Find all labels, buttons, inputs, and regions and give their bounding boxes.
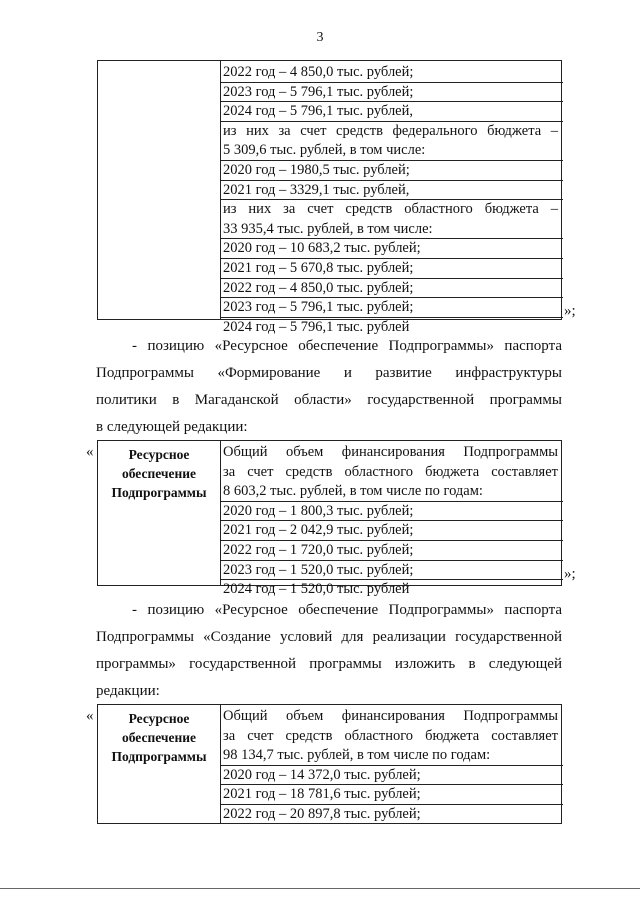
table-3-label	[98, 709, 220, 766]
table-2-line: 2024 год – 1 520,0 тыс. рублей	[223, 581, 410, 598]
paragraph-2-line: Подпрограммы «Создание условий для реализации государственной	[96, 629, 562, 645]
table-3-line: Общий объем финансирования Подпрограммы	[223, 708, 558, 724]
table-1-line: 2022 год – 4 850,0 тыс. рублей;	[221, 63, 562, 83]
table-1-line: 2021 год – 3329,1 тыс. рублей,	[221, 181, 562, 201]
table-1-line: 2024 год – 5 796,1 тыс. рублей,	[221, 102, 562, 122]
table-2-line: Общий объем финансирования Подпрограммы	[223, 444, 558, 460]
table-2-values-cell	[221, 443, 562, 600]
table-3-label-line: Ресурсное	[128, 711, 190, 726]
table-2-line: за счет средств областного бюджета составляет	[223, 463, 558, 480]
paragraph-1-line: в следующей редакции:	[96, 419, 248, 435]
table-1-line: 5 309,6 тыс. рублей, в том числе:	[221, 141, 562, 161]
table-1-line: из них за счет средств федерального бюджета –	[223, 122, 558, 139]
page-number: 3	[316, 30, 324, 45]
table-2-label-line: Подпрограммы	[111, 485, 207, 500]
table-3-label-line: обеспечение	[121, 730, 197, 745]
paragraph-2-line: программы» государственной программы изложить в следующей	[96, 656, 562, 672]
table-3-label-line: Подпрограммы	[111, 749, 207, 764]
table-3-values-cell	[221, 707, 562, 825]
table-2-close-quote: »;	[564, 566, 576, 582]
table-1-line: 2023 год – 5 796,1 тыс. рублей;	[221, 83, 562, 103]
table-2-line: 2021 год – 2 042,9 тыс. рублей;	[221, 521, 562, 541]
page-bottom-rule	[0, 888, 640, 889]
paragraph-2	[96, 597, 562, 705]
table-2-label	[98, 445, 220, 502]
table-1-close-quote: »;	[564, 303, 576, 319]
table-2-resources	[97, 440, 562, 598]
paragraph-1-line: политики в Магаданской области» государственной программы	[96, 392, 562, 408]
paragraph-2-line: редакции:	[96, 683, 160, 699]
paragraph-1-line: Подпрограммы «Формирование и развитие инфраструктуры	[96, 365, 562, 381]
table-1-line: 2022 год – 4 850,0 тыс. рублей;	[221, 279, 562, 299]
table-2-line: 2020 год – 1 800,3 тыс. рублей;	[221, 502, 562, 522]
table-1-continuation	[97, 60, 562, 335]
table-2-line: 8 603,2 тыс. рублей, в том числе по годам:	[221, 482, 562, 502]
table-1-line: 33 935,4 тыс. рублей, в том числе:	[221, 220, 562, 240]
table-1-line: 2024 год – 5 796,1 тыс. рублей	[223, 318, 410, 335]
table-3-open-quote: «	[86, 708, 94, 724]
table-3-resources	[97, 704, 562, 824]
paragraph-1	[96, 333, 562, 441]
table-1-line: из них за счет средств областного бюджета –	[223, 201, 558, 218]
table-2-label-line: Ресурсное	[128, 447, 190, 462]
table-1-line: 2023 год – 5 796,1 тыс. рублей;	[221, 298, 562, 318]
table-1-line: 2020 год – 1980,5 тыс. рублей;	[221, 161, 562, 181]
paragraph-1-line: - позицию «Ресурсное обеспечение Подпрограммы» паспорта	[132, 338, 562, 354]
table-2-open-quote: «	[86, 444, 94, 460]
table-2-line: 2022 год – 1 720,0 тыс. рублей;	[221, 541, 562, 561]
table-1-line: 2020 год – 10 683,2 тыс. рублей;	[221, 239, 562, 259]
table-3-line: 2021 год – 18 781,6 тыс. рублей;	[221, 785, 562, 805]
table-2-line: 2023 год – 1 520,0 тыс. рублей;	[221, 561, 562, 581]
paragraph-2-line: - позицию «Ресурсное обеспечение Подпрограммы» паспорта	[132, 602, 562, 618]
table-3-line: 2020 год – 14 372,0 тыс. рублей;	[221, 766, 562, 786]
table-3-line: 2022 год – 20 897,8 тыс. рублей;	[223, 805, 421, 822]
table-2-label-line: обеспечение	[121, 466, 197, 481]
table-1-values-cell	[221, 63, 562, 337]
table-3-line: за счет средств областного бюджета составляет	[223, 727, 558, 744]
table-1-line: 2021 год – 5 670,8 тыс. рублей;	[221, 259, 562, 279]
table-3-line: 98 134,7 тыс. рублей, в том числе по годам:	[221, 746, 562, 766]
